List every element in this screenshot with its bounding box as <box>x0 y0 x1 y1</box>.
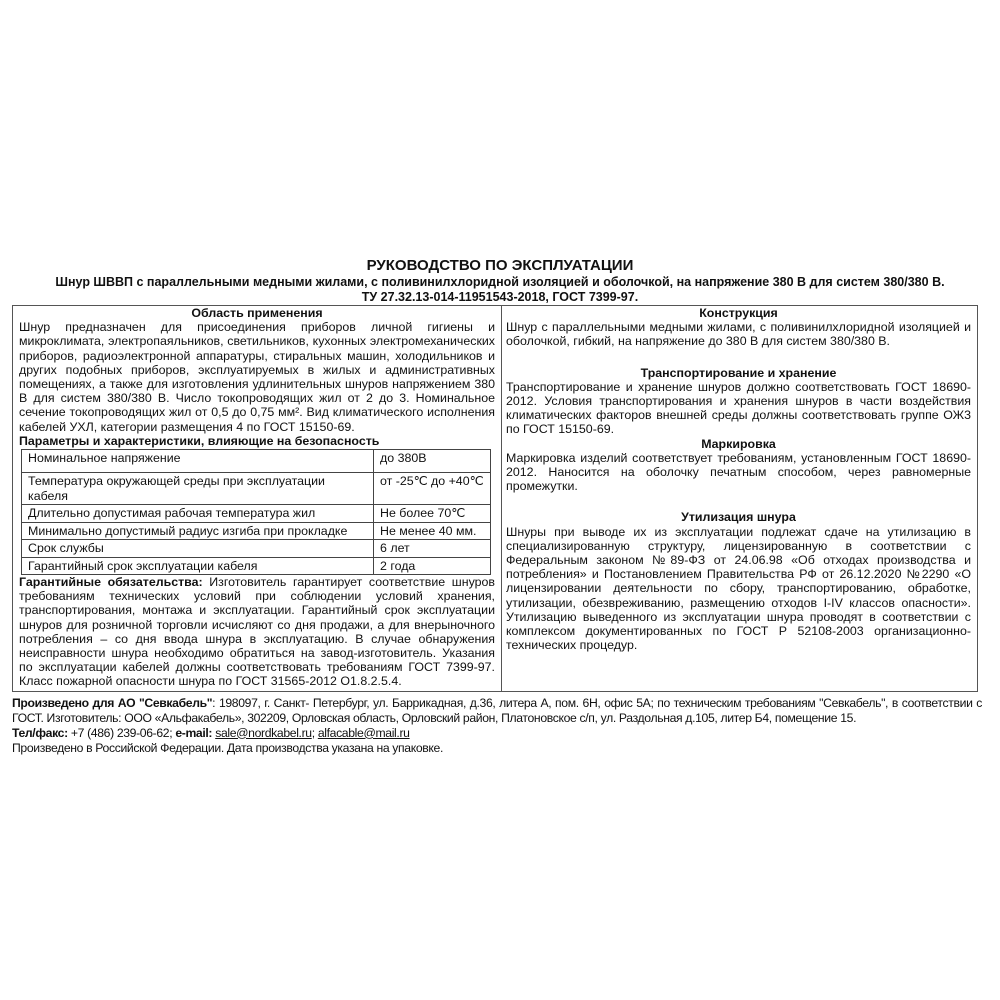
contacts <box>12 726 982 741</box>
document-title: РУКОВОДСТВО ПО ЭКСПЛУАТАЦИИ <box>366 257 634 274</box>
email-separator: ; <box>311 725 318 740</box>
params-table <box>21 449 491 575</box>
origin-text: Произведено в Российской Федерации. Дата производства указана на упаковке. <box>12 740 443 755</box>
params-heading: Параметры и характеристики, влияющие на безопасность <box>19 433 380 448</box>
param-value: 2 года <box>374 557 491 575</box>
param-name: Длительно допустимая рабочая температура жил <box>22 505 374 523</box>
param-row <box>22 557 491 575</box>
transport-heading: Транспортирование и хранение <box>640 365 837 380</box>
param-row <box>22 473 491 505</box>
param-value: от -25℃ до +40℃ <box>374 473 491 505</box>
param-row <box>22 450 491 473</box>
phone-label: Тел/факс: <box>12 725 68 740</box>
right-column <box>501 306 977 691</box>
param-row <box>22 522 491 540</box>
email-label: e-mail: <box>175 725 213 740</box>
warranty-label: Гарантийные обязательства: <box>19 575 203 590</box>
document-subtitle: Шнур ШВВП с параллельными медными жилами, с поливинилхлоридной изоляцией и оболочкой, на напряжение 380 В для систем 380/380 В. <box>55 275 945 289</box>
disposal-heading: Утилизация шнура <box>681 510 796 525</box>
manufacturer-info <box>12 696 982 726</box>
content-box <box>12 305 978 692</box>
param-value: Не более 70℃ <box>374 505 491 523</box>
construction-heading: Конструкция <box>699 306 778 320</box>
phone: +7 (486) 239-06-62; <box>67 725 176 740</box>
construction-text: Шнур с параллельными медными жилами, с поливинилхлоридной изоляцией и оболочкой, гибкий, на напряжение до 380 В для систем 380/380 В. <box>506 320 971 349</box>
marking-text: Маркировка изделий соответствует требованиям, установленным ГОСТ 18690-2012. Наносится на оболочку печатным способом, через равномерные промежутки. <box>506 450 971 494</box>
param-name: Срок службы <box>22 540 374 558</box>
param-name: Гарантийный срок эксплуатации кабеля <box>22 557 374 575</box>
scope-heading: Область применения <box>191 306 323 320</box>
document-spec: ТУ 27.32.13-014-11951543-2018, ГОСТ 7399-97. <box>361 290 639 304</box>
param-row <box>22 505 491 523</box>
disposal-text: Шнуры при выводе их из эксплуатации подлежат сдаче на утилизацию в специализированную структуру, лицензированную в соответствии с Федеральным законом №89-ФЗ от 24.06.98 «Об отходах производства и потребления» и Постановлением Правительства РФ от 26.12.2020 №2290 «О лицензировании деятельности по сбору, транспортированию, обработке, утилизации, обезвреживанию, размещению отходов I-IV классов опасности». Утилизацию выведенного из эксплуатации шнура проводят в соответствии с комплексом документированных по ГОСТ Р 52108-2003 организационно-технических процедур. <box>506 524 971 653</box>
transport-text: Транспортирование и хранение шнуров должно соответствовать ГОСТ 18690-2012. Условия транспортирования и хранения шнуров в части воздействия климатических факторов внешней среды должны соответствовать группе ОЖ3 по ГОСТ 15150-69. <box>506 379 971 437</box>
warranty-text: Изготовитель гарантирует соответствие шнуров требованиям технических условий при соблюдении условий хранения, транспортирования, монтажа и эксплуатации. Гарантийный срок эксплуатации шнуров для розничной торговли исчисляют со дня продажи, а для внерыночного потребления – со дня ввода шнура в эксплуатацию. В случае обнаружения неисправности шнура необходимо обратиться на завод-изготовитель. Указания по эксплуатации кабелей должны соответствовать требованиям ГОСТ 7399-97. Класс пожарной опасности шнура по ГОСТ 31565-2012 О1.8.2.5.4. <box>19 575 495 689</box>
param-name: Минимально допустимый радиус изгиба при прокладке <box>22 522 374 540</box>
email-link-2[interactable]: alfacable@mail.ru <box>317 725 410 740</box>
scope-text: Шнур предназначен для присоединения приборов личной гигиены и микроклимата, электропаяльников, светильников, кухонных электромеханических приборов, радиоэлектронной аппаратуры, стиральных машин, холодильников и других подобных приборов, эксплуатируемых в жилых и административных помещениях, а также для изготовления удлинительных шнуров напряжением 380 В для систем 380/380 В. Число токопроводящих жил от 2 до 3. Номинальное сечение токопроводящих жил от 0,5 до 0,75 мм². Вид климатического исполнения кабелей УХЛ, категории размещения 4 по ГОСТ 15150-69. <box>19 320 495 434</box>
param-value: 6 лет <box>374 540 491 558</box>
marking-heading: Маркировка <box>701 436 776 451</box>
param-value: до 380В <box>374 450 491 473</box>
param-name: Номинальное напряжение <box>22 450 374 473</box>
footer <box>12 696 982 756</box>
made-for-label: Произведено для АО "Севкабель" <box>12 695 213 710</box>
email-link-1[interactable]: sale@nordkabel.ru <box>215 725 312 740</box>
param-name: Температура окружающей среды при эксплуатации кабеля <box>22 473 374 505</box>
warranty-paragraph <box>19 575 495 689</box>
left-column <box>13 306 501 691</box>
made-for-text: : 198097, г. Санкт- Петербург, ул. Баррикадная, д.36, литера А, пом. 6Н, офис 5А; по техническим требованиям "Севкабель", в соответствии с ГОСТ. Изготовитель: ООО «Альфакабель», 302209, Орловская область, Орловский район, Платоновское с/п, ул. Раздольная д.105, литер Б4, помещение 15. <box>12 695 983 725</box>
param-value: Не менее 40 мм. <box>374 522 491 540</box>
param-row <box>22 540 491 558</box>
